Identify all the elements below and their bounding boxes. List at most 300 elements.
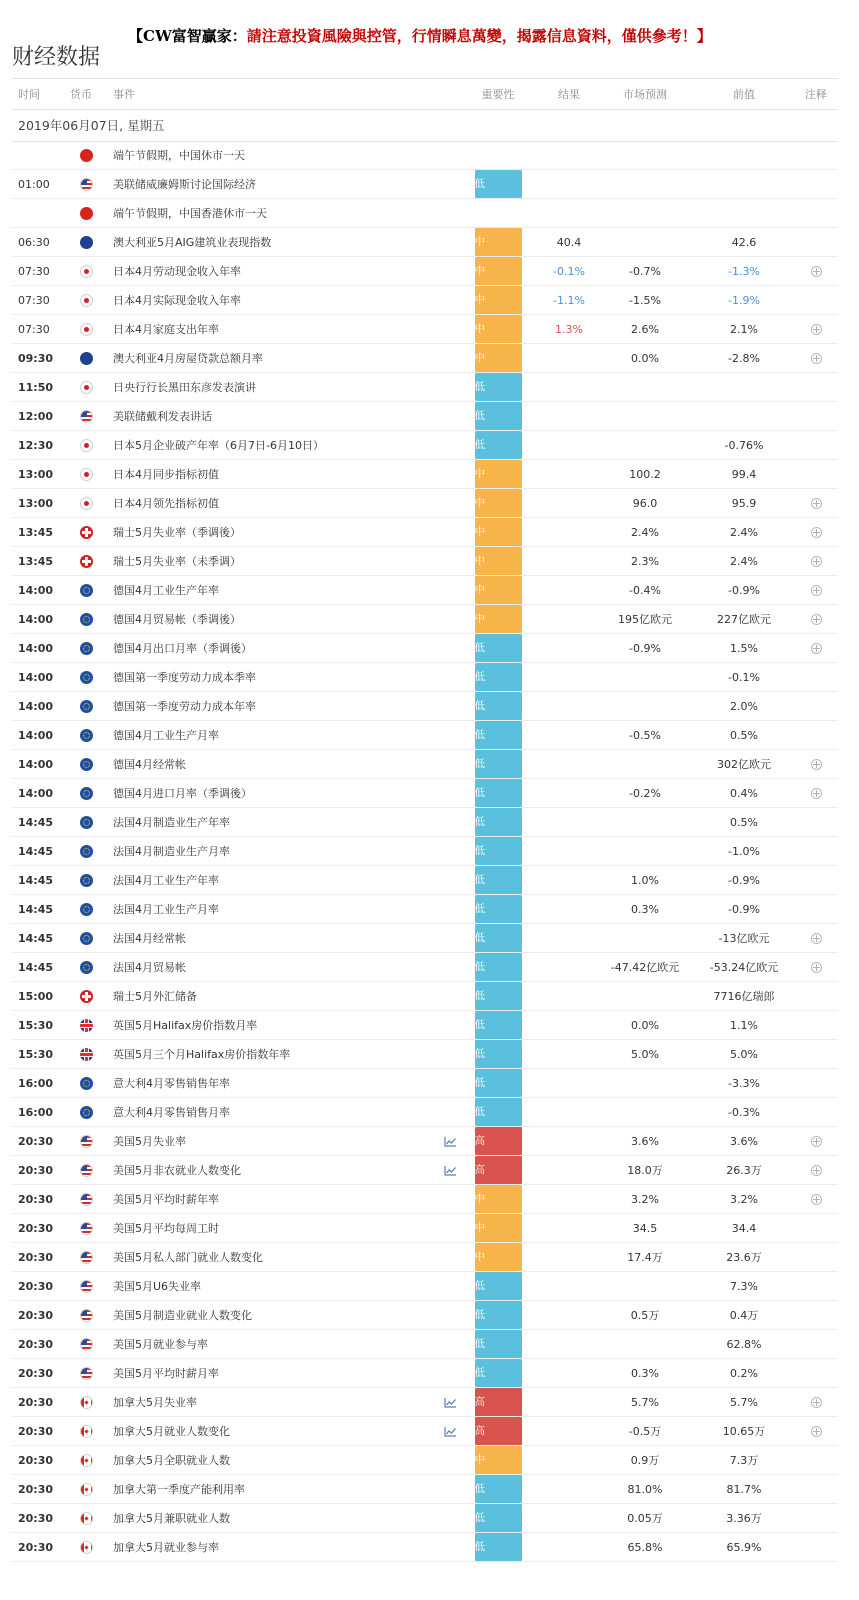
chart-cell [440,866,460,894]
table-row [12,1417,838,1446]
chart-cell [440,1330,460,1358]
result-value [534,460,604,488]
chart-cell [440,228,460,256]
currency-cell [68,1098,104,1126]
importance-cell [474,489,522,517]
event-name[interactable]: 英国5月三个月Halifax房价指数年率 [113,1048,291,1061]
importance-cell [474,1185,522,1213]
table-row [12,924,838,953]
note-cell [794,1040,838,1068]
event-name[interactable]: 美国5月U6失业率 [113,1280,202,1293]
expand-plus-icon[interactable] [811,759,822,770]
event-name[interactable]: 美国5月失业率 [113,1135,186,1148]
table-row [12,692,838,721]
table-row [12,1127,838,1156]
event-name[interactable]: 加拿大5月失业率 [113,1396,197,1409]
flag-jp-icon [80,439,93,452]
forecast-value [602,1069,688,1097]
event-name[interactable]: 美联储威廉姆斯讨论国际经济 [113,178,256,191]
note-cell [794,605,838,633]
currency-cell [68,1185,104,1213]
expand-plus-icon[interactable] [811,498,822,509]
table-row [12,1040,838,1069]
previous-value: 99.4 [731,467,757,481]
expand-plus-icon[interactable] [811,1165,822,1176]
note-cell [794,489,838,517]
table-row [12,1214,838,1243]
flag-jp-icon [80,294,93,307]
event-name[interactable]: 德国第一季度劳动力成本季率 [113,671,256,684]
chart-cell [440,1156,460,1184]
event-name[interactable]: 日本4月家庭支出年率 [113,323,219,336]
previous-value: 227亿欧元 [717,613,771,626]
importance-badge: 低 [475,808,522,836]
flag-eu-icon [80,932,93,945]
forecast-value [602,1330,688,1358]
importance-badge: 中 [475,605,522,633]
importance-cell [474,373,522,401]
previous-value: 0.5% [730,815,758,829]
importance-cell [474,924,522,952]
flag-jp-icon [80,381,93,394]
forecast-value [602,199,688,227]
currency-cell [68,924,104,952]
importance-cell [474,257,522,285]
result-value [534,431,604,459]
currency-cell [68,1011,104,1039]
currency-cell [68,489,104,517]
previous-value: 95.9 [731,496,757,510]
note-cell [794,953,838,981]
note-cell [794,1127,838,1155]
page-title: 财经数据 [12,45,101,70]
forecast-value: -47.42亿欧元 [610,961,680,974]
event-name[interactable]: 日本4月实际现金收入年率 [113,294,241,307]
chart-cell [440,1301,460,1329]
previous-value: 3.2% [730,1192,758,1206]
note-cell [794,1185,838,1213]
table-row [12,1359,838,1388]
result-value: 40.4 [556,235,582,249]
importance-badge: 高 [475,1388,522,1416]
event-name[interactable]: 日央行行长黑田东彦发表演讲 [113,381,256,394]
expand-plus-icon[interactable] [811,1426,822,1437]
chart-cell [440,1533,460,1561]
col-header-currency: 货币 [70,88,92,101]
importance-badge: 低 [475,895,522,923]
currency-cell [68,141,104,169]
forecast-value [602,402,688,430]
chart-cell [440,1243,460,1271]
importance-cell [474,518,522,546]
event-name[interactable]: 法国4月工业生产年率 [113,874,219,887]
currency-cell [68,982,104,1010]
col-header-time: 时间 [18,88,40,101]
event-time: 15:30 [18,1018,54,1032]
importance-badge: 低 [475,373,522,401]
forecast-value: 1.0% [631,873,659,887]
event-name[interactable]: 法国4月贸易帐 [113,961,186,974]
flag-eu-icon [80,1077,93,1090]
event-name[interactable]: 美国5月就业参与率 [113,1338,208,1351]
note-cell [794,1156,838,1184]
event-name[interactable]: 德国第一季度劳动力成本年率 [113,700,256,713]
event-name[interactable]: 德国4月出口月率（季调後） [113,642,252,655]
importance-badge: 中 [475,1446,522,1474]
event-name[interactable]: 德国4月贸易帐（季调後） [113,613,241,626]
expand-plus-icon[interactable] [811,324,822,335]
chart-cell [440,1359,460,1387]
chart-cell [440,344,460,372]
expand-plus-icon[interactable] [811,1194,822,1205]
importance-badge: 中 [475,257,522,285]
currency-cell [68,286,104,314]
event-time: 20:30 [18,1453,54,1467]
event-name[interactable]: 美联储戴利发表讲话 [113,410,212,423]
importance-badge: 低 [475,1069,522,1097]
importance-badge: 低 [475,924,522,952]
expand-plus-icon[interactable] [811,585,822,596]
event-name[interactable]: 加拿大5月就业人数变化 [113,1425,230,1438]
chart-cell [440,141,460,169]
event-time: 20:30 [18,1511,54,1525]
currency-cell [68,1388,104,1416]
note-cell [794,1417,838,1445]
result-value [534,141,604,169]
importance-cell [474,1098,522,1126]
importance-cell [474,750,522,778]
importance-badge: 中 [475,489,522,517]
importance-badge: 中 [475,518,522,546]
forecast-value: 5.7% [631,1395,659,1409]
flag-eu-icon [80,961,93,974]
event-time: 14:00 [18,728,54,742]
importance-badge: 低 [475,431,522,459]
importance-cell [474,1301,522,1329]
event-name[interactable]: 端午节假期，中国香港休市一天 [113,207,267,220]
note-cell [794,779,838,807]
event-name[interactable]: 法国4月制造业生产年率 [113,816,230,829]
expand-plus-icon[interactable] [811,614,822,625]
previous-value: 2.1% [730,322,758,336]
table-row [12,315,838,344]
event-time: 13:00 [18,467,54,481]
result-value [534,402,604,430]
event-time: 12:00 [18,409,54,423]
importance-badge: 低 [475,1301,522,1329]
date-label: 2019年06月07日, 星期五 [18,118,165,133]
expand-plus-icon[interactable] [811,556,822,567]
chart-icon[interactable] [444,1127,457,1155]
expand-plus-icon[interactable] [811,788,822,799]
result-value [534,1069,604,1097]
chart-icon[interactable] [444,1156,457,1184]
importance-badge: 高 [475,1127,522,1155]
chart-cell [440,750,460,778]
previous-value: 2.4% [730,554,758,568]
event-name[interactable]: 德国4月经常帐 [113,758,186,771]
importance-cell [474,605,522,633]
event-name[interactable]: 瑞士5月失业率（未季调） [113,555,241,568]
forecast-value: 0.9万 [630,1454,660,1467]
table-row [12,1156,838,1185]
previous-value [702,141,786,169]
forecast-value: -0.5% [629,728,661,742]
forecast-value: 81.0% [627,1482,663,1496]
event-name[interactable]: 美国5月制造业就业人数变化 [113,1309,252,1322]
event-name[interactable]: 美国5月平均时薪月率 [113,1367,219,1380]
previous-value: 2.0% [730,699,758,713]
importance-cell [474,866,522,894]
chart-cell [440,257,460,285]
currency-cell [68,257,104,285]
importance-cell [474,228,522,256]
event-name[interactable]: 英国5月Halifax房价指数月率 [113,1019,258,1032]
event-name[interactable]: 澳大利亚5月AIG建筑业表现指数 [113,236,272,249]
event-time: 15:30 [18,1047,54,1061]
table-row [12,837,838,866]
previous-value: 10.65万 [722,1425,766,1438]
forecast-value [602,750,688,778]
result-value [534,1040,604,1068]
forecast-value: -0.7% [629,264,661,278]
currency-cell [68,518,104,546]
event-name[interactable]: 瑞士5月外汇储备 [113,990,197,1003]
chart-cell [440,1475,460,1503]
forecast-value: 2.4% [631,525,659,539]
forecast-value: 0.05万 [627,1512,663,1525]
table-row [12,1069,838,1098]
note-cell [794,1504,838,1532]
importance-cell [474,576,522,604]
event-time: 14:00 [18,670,54,684]
event-time: 20:30 [18,1395,54,1409]
event-name[interactable]: 德国4月工业生产年率 [113,584,219,597]
event-name[interactable]: 美国5月平均每周工时 [113,1222,219,1235]
result-value [534,1388,604,1416]
forecast-value [602,170,688,198]
flag-ca-icon [80,1425,93,1438]
result-value [534,837,604,865]
event-name[interactable]: 加拿大5月兼职就业人数 [113,1512,230,1525]
event-time: 20:30 [18,1424,54,1438]
importance-cell [474,1243,522,1271]
expand-plus-icon[interactable] [811,962,822,973]
previous-value: 3.36万 [726,1512,762,1525]
importance-cell [474,1446,522,1474]
previous-value: 7.3% [730,1279,758,1293]
table-row [12,576,838,605]
note-cell [794,373,838,401]
flag-us-icon [80,1251,93,1264]
table-row [12,808,838,837]
flag-ch-icon [80,990,93,1003]
importance-cell [474,1127,522,1155]
note-cell [794,170,838,198]
importance-badge: 中 [475,1243,522,1271]
importance-badge: 中 [475,1185,522,1213]
chart-cell [440,576,460,604]
currency-cell [68,895,104,923]
event-name[interactable]: 美国5月私人部门就业人数变化 [113,1251,263,1264]
table-row [12,1243,838,1272]
note-cell [794,750,838,778]
currency-cell [68,344,104,372]
result-value [534,1446,604,1474]
event-name[interactable]: 澳大利亚4月房屋贷款总额月率 [113,352,263,365]
forecast-value: 0.5万 [630,1309,660,1322]
forecast-value: -0.5万 [628,1425,662,1438]
flag-us-icon [80,178,93,191]
flag-eu-icon [80,758,93,771]
currency-cell [68,1272,104,1300]
table-row [12,1388,838,1417]
event-time: 12:30 [18,438,54,452]
chart-icon[interactable] [444,1388,457,1416]
event-name[interactable]: 瑞士5月失业率（季调後） [113,526,241,539]
event-name[interactable]: 日本4月同步指标初值 [113,468,219,481]
result-value [534,373,604,401]
event-name[interactable]: 意大利4月零售销售月率 [113,1106,230,1119]
event-name[interactable]: 端午节假期，中国休市一天 [113,149,245,162]
previous-value: 0.2% [730,1366,758,1380]
expand-plus-icon[interactable] [811,1136,822,1147]
col-header-forecast: 市场预测 [623,88,667,101]
event-time: 20:30 [18,1482,54,1496]
forecast-value: -0.4% [629,583,661,597]
result-value [534,779,604,807]
event-name[interactable]: 日本5月企业破产年率（6月7日-6月10日） [113,439,324,452]
event-name[interactable]: 法国4月制造业生产月率 [113,845,230,858]
forecast-value [602,431,688,459]
previous-value: -0.9% [728,902,760,916]
flag-us-icon [80,1193,93,1206]
expand-plus-icon[interactable] [811,1397,822,1408]
event-time: 07:30 [18,322,50,336]
chart-cell [440,1388,460,1416]
table-header [12,78,838,110]
result-value [534,1011,604,1039]
flag-us-icon [80,1280,93,1293]
result-value [534,808,604,836]
event-name[interactable]: 加拿大5月就业参与率 [113,1541,219,1554]
flag-us-icon [80,410,93,423]
previous-value [702,402,786,430]
note-cell [794,1330,838,1358]
event-time: 13:00 [18,496,54,510]
table-row [12,663,838,692]
currency-cell [68,634,104,662]
expand-plus-icon[interactable] [811,933,822,944]
previous-value: -2.8% [728,351,760,365]
table-row [12,344,838,373]
event-time: 14:00 [18,757,54,771]
event-name[interactable]: 意大利4月零售销售年率 [113,1077,230,1090]
expand-plus-icon[interactable] [811,527,822,538]
event-name[interactable]: 美国5月非农就业人数变化 [113,1164,241,1177]
note-cell [794,1243,838,1271]
importance-badge: 中 [475,547,522,575]
forecast-value [602,1272,688,1300]
event-name[interactable]: 法国4月工业生产月率 [113,903,219,916]
importance-badge: 低 [475,1359,522,1387]
expand-plus-icon[interactable] [811,353,822,364]
importance-badge: 中 [475,228,522,256]
chart-cell [440,1185,460,1213]
event-time: 14:00 [18,583,54,597]
event-time: 07:30 [18,264,50,278]
result-value [534,1185,604,1213]
importance-cell [474,982,522,1010]
note-cell [794,576,838,604]
event-time: 13:45 [18,525,54,539]
event-name[interactable]: 德国4月工业生产月率 [113,729,219,742]
currency-cell [68,663,104,691]
currency-cell [68,779,104,807]
flag-au-icon [80,236,93,249]
chart-cell [440,1069,460,1097]
table-row [12,141,838,170]
event-name[interactable]: 美国5月平均时薪年率 [113,1193,219,1206]
event-name[interactable]: 加拿大5月全职就业人数 [113,1454,230,1467]
importance-cell [474,1011,522,1039]
col-header-previous: 前值 [733,88,755,101]
table-row [12,431,838,460]
importance-badge: 低 [475,721,522,749]
importance-cell [474,692,522,720]
event-time: 16:00 [18,1105,54,1119]
result-value [534,634,604,662]
chart-cell [440,1011,460,1039]
event-name[interactable]: 德国4月进口月率（季调後） [113,787,252,800]
forecast-value: 2.3% [631,554,659,568]
currency-cell [68,1504,104,1532]
importance-cell [474,199,522,227]
forecast-value: 5.0% [631,1047,659,1061]
table-row [12,170,838,199]
expand-plus-icon[interactable] [811,643,822,654]
importance-badge: 低 [475,1040,522,1068]
flag-eu-icon [80,642,93,655]
currency-cell [68,431,104,459]
flag-eu-icon [80,845,93,858]
note-cell [794,1098,838,1126]
table-row [12,895,838,924]
importance-badge: 低 [475,692,522,720]
event-name[interactable]: 加拿大第一季度产能利用率 [113,1483,245,1496]
chart-cell [440,1040,460,1068]
importance-badge: 中 [475,344,522,372]
note-cell [794,721,838,749]
previous-value: -0.9% [728,873,760,887]
event-time: 07:30 [18,293,50,307]
chart-cell [440,982,460,1010]
currency-cell [68,1127,104,1155]
event-name[interactable]: 日本4月领先指标初值 [113,497,219,510]
event-name[interactable]: 日本4月劳动现金收入年率 [113,265,241,278]
event-time: 20:30 [18,1134,54,1148]
chart-cell [440,808,460,836]
chart-icon[interactable] [444,1417,457,1445]
importance-cell [474,1330,522,1358]
note-cell [794,1069,838,1097]
flag-us-icon [80,1222,93,1235]
event-name[interactable]: 法国4月经常帐 [113,932,186,945]
previous-value: 65.9% [726,1540,762,1554]
note-cell [794,1011,838,1039]
forecast-value: 18.0万 [627,1164,663,1177]
expand-plus-icon[interactable] [811,266,822,277]
